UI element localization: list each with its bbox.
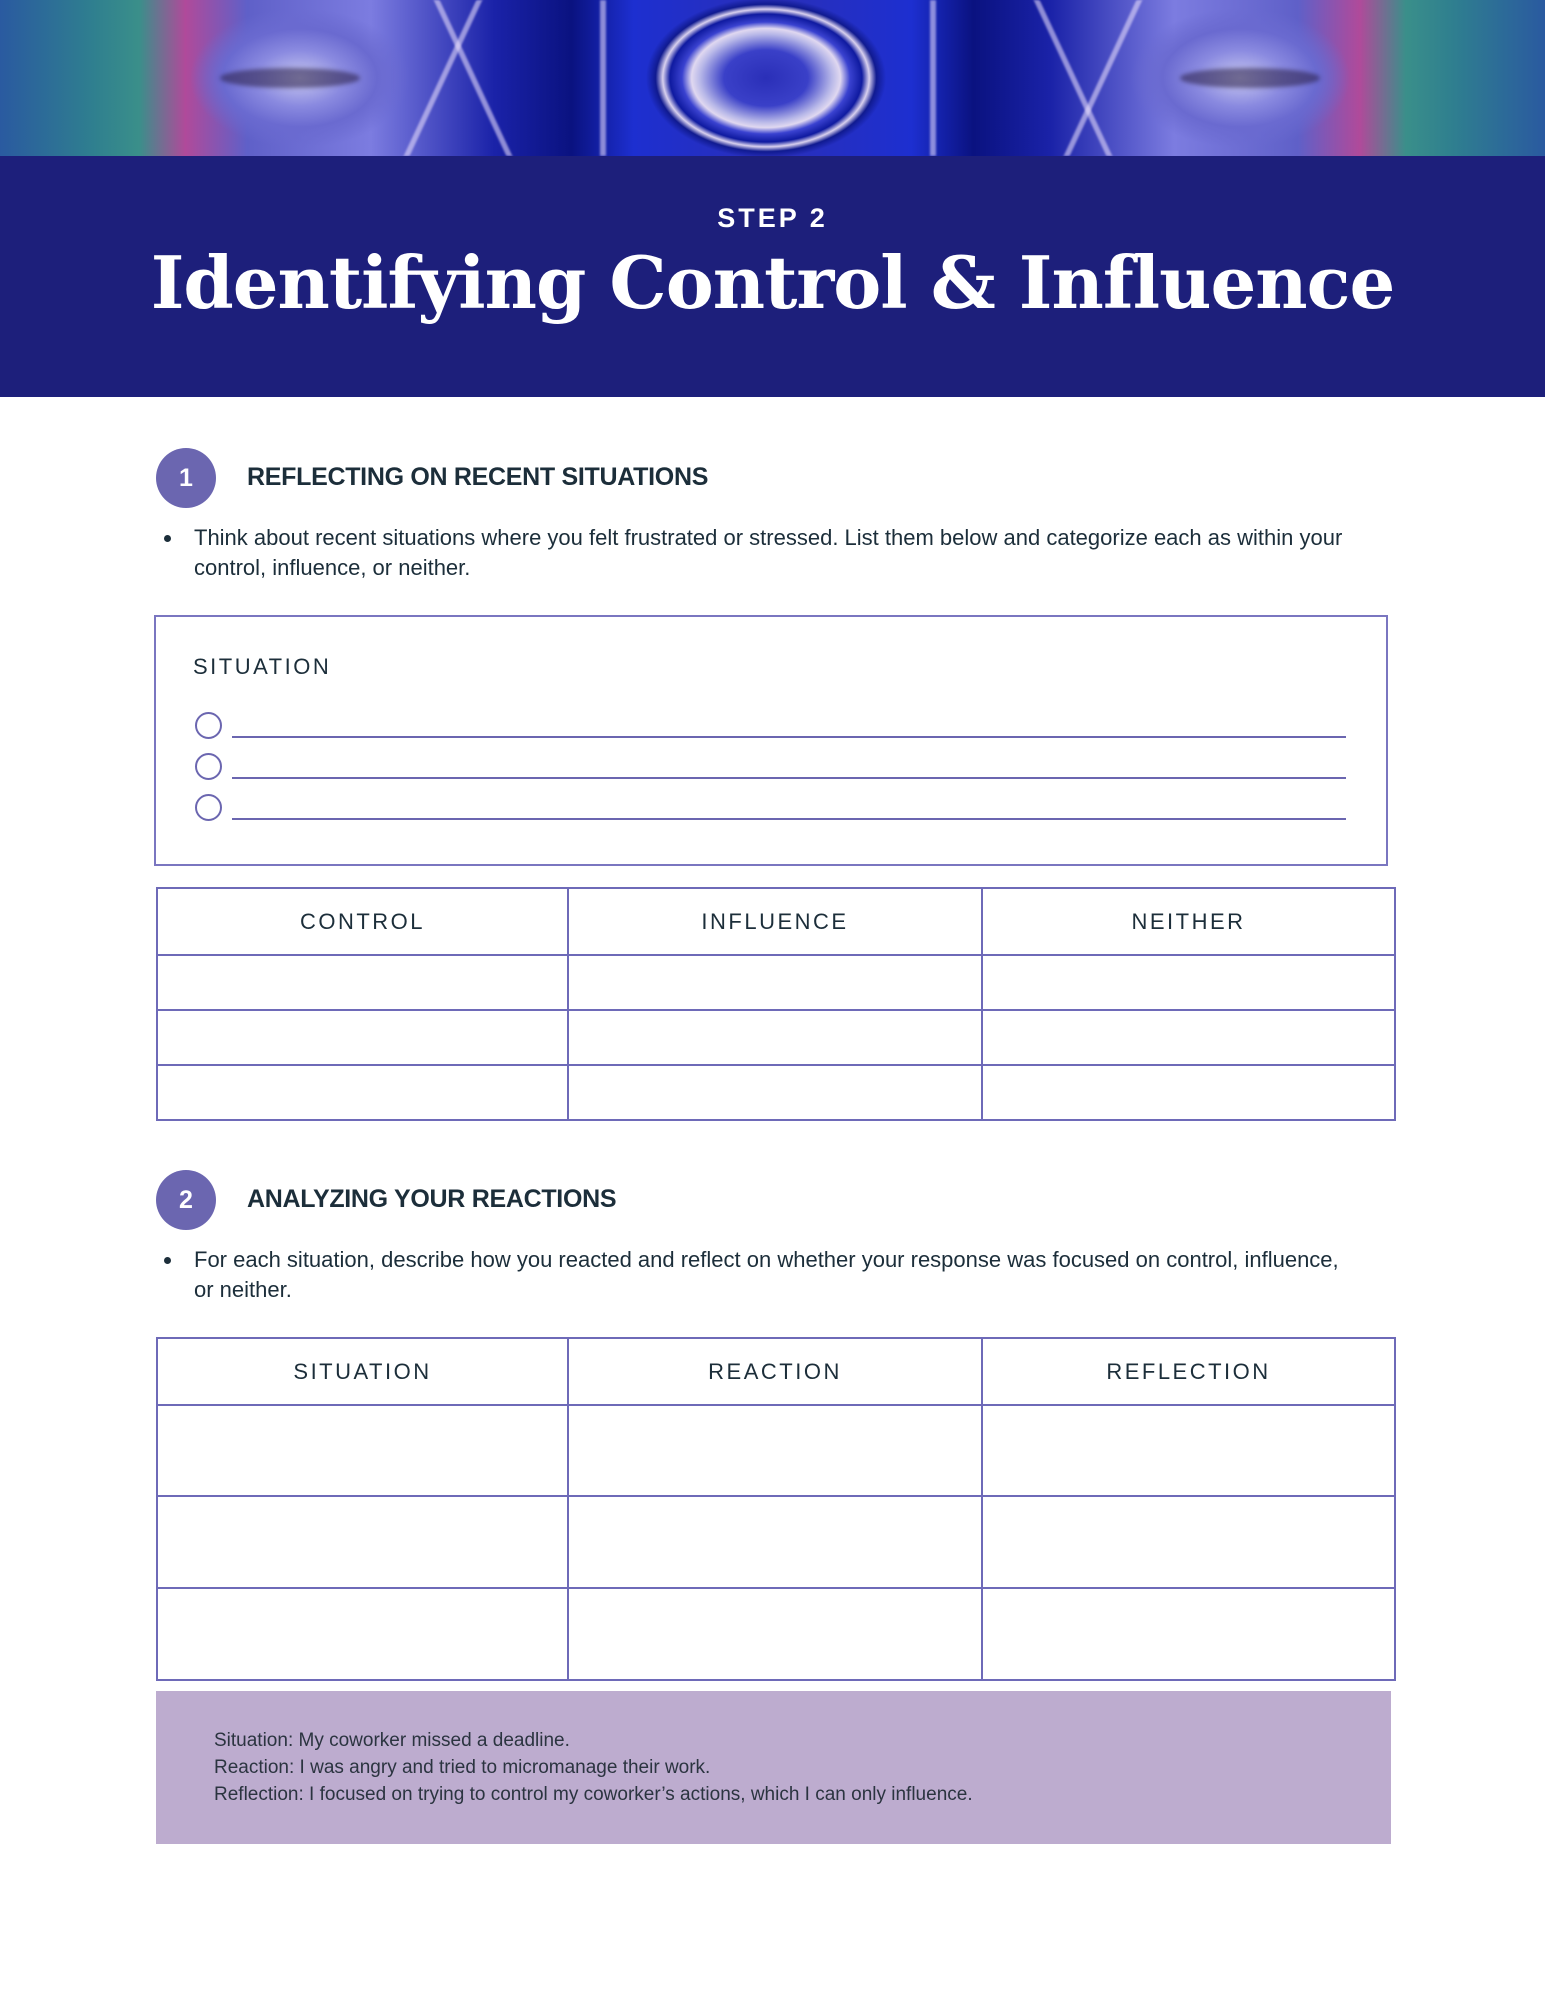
table-cell[interactable]: [568, 1588, 982, 1680]
table-row: [157, 1065, 1395, 1120]
situation-box-label: SITUATION: [193, 654, 332, 679]
banner-streak: [930, 0, 936, 156]
table-cell[interactable]: [568, 955, 982, 1010]
table-cell[interactable]: [982, 1010, 1395, 1065]
example-reaction: Reaction: I was angry and tried to micromanage their work.: [214, 1757, 711, 1778]
table-cell[interactable]: [982, 955, 1395, 1010]
table-cell[interactable]: [157, 1405, 568, 1496]
column-header-situation: SITUATION: [157, 1338, 568, 1405]
instruction-bullet: [194, 523, 1424, 583]
table-cell[interactable]: [157, 1496, 568, 1588]
table-cell[interactable]: [157, 955, 568, 1010]
situation-entry-line[interactable]: [232, 777, 1346, 779]
situation-entry-line[interactable]: [232, 736, 1346, 738]
table-row: [157, 955, 1395, 1010]
checkbox-circle-icon[interactable]: [195, 753, 222, 780]
bullet-icon: [164, 535, 171, 542]
banner-shadow: [1180, 68, 1320, 88]
situation-entry-line[interactable]: [232, 818, 1346, 820]
step-label: STEP 2: [717, 203, 828, 233]
column-header-influence: INFLUENCE: [568, 888, 982, 955]
column-header-reaction: REACTION: [568, 1338, 982, 1405]
instruction-text-line: Think about recent situations where you felt frustrated or stressed. List them below and categorize each as within your: [194, 525, 1343, 550]
table-cell[interactable]: [568, 1065, 982, 1120]
table-cell[interactable]: [157, 1588, 568, 1680]
table-cell[interactable]: [568, 1496, 982, 1588]
table-cell[interactable]: [982, 1588, 1395, 1680]
table-cell[interactable]: [982, 1405, 1395, 1496]
table-cell[interactable]: [568, 1010, 982, 1065]
example-reflection: Reflection: I focused on trying to control my coworker’s actions, which I can only influence.: [214, 1784, 973, 1805]
instruction-text-line: or neither.: [194, 1277, 292, 1302]
table-row: [157, 1010, 1395, 1065]
bullet-icon: [164, 1257, 171, 1264]
table-cell[interactable]: [982, 1496, 1395, 1588]
table-row: [157, 1496, 1395, 1588]
section-title: ANALYZING YOUR REACTIONS: [247, 1185, 617, 1213]
table-cell[interactable]: [982, 1065, 1395, 1120]
table-cell[interactable]: [157, 1010, 568, 1065]
section-number-badge: 1: [156, 448, 216, 508]
column-header-neither: NEITHER: [982, 888, 1395, 955]
table-row: [157, 1405, 1395, 1496]
page-title: Identifying Control & Influence: [150, 240, 1395, 325]
example-situation: Situation: My coworker missed a deadline.: [214, 1730, 570, 1751]
checkbox-circle-icon[interactable]: [195, 712, 222, 739]
instruction-text-line: control, influence, or neither.: [194, 555, 471, 580]
instruction-text-line: For each situation, describe how you reacted and reflect on whether your response was focused on control, influence,: [194, 1247, 1339, 1272]
table-row: [157, 1588, 1395, 1680]
situation-box: [154, 615, 1388, 866]
section-title: REFLECTING ON RECENT SITUATIONS: [247, 463, 709, 491]
section-number-badge: 2: [156, 1170, 216, 1230]
banner-streak: [600, 0, 606, 156]
table-header-row: [157, 1338, 1395, 1405]
table-cell[interactable]: [157, 1065, 568, 1120]
instruction-bullet: [194, 1245, 1424, 1305]
reaction-analysis-table: [156, 1337, 1396, 1681]
categorization-table: [156, 887, 1396, 1121]
decorative-kaleidoscope-banner: [0, 0, 1545, 156]
table-cell[interactable]: [568, 1405, 982, 1496]
checkbox-circle-icon[interactable]: [195, 794, 222, 821]
table-header-row: [157, 888, 1395, 955]
banner-shadow: [220, 68, 360, 88]
column-header-reflection: REFLECTION: [982, 1338, 1395, 1405]
column-header-control: CONTROL: [157, 888, 568, 955]
